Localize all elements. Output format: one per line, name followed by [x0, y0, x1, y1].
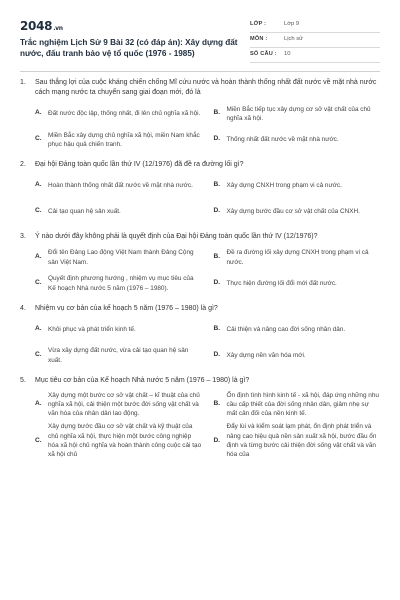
question-text: Mục tiêu cơ bản của Kế hoạch Nhà nước 5 năm (1976 – 1980) là gì? [35, 376, 250, 384]
answer-option-d[interactable] [214, 129, 381, 151]
meta-row-subject [250, 33, 380, 48]
option-text: Khôi phục và phát triển kinh tế. [48, 326, 136, 334]
option-text: Xây dựng bước đầu cơ sở vật chất và kỹ thuật của chủ nghĩa xã hội, thực hiện một bước công nghiệp hóa xã hội chủ nghĩa và hoàn thành công cuộc cải tạo xã hội chủ [48, 423, 202, 459]
answer-options [20, 247, 380, 295]
option-letter: B. [213, 181, 221, 189]
answer-option-d[interactable] [214, 422, 381, 459]
option-text: Xây dựng nền văn hóa mới. [226, 352, 306, 360]
answer-option-a[interactable] [35, 175, 202, 197]
question-stem [20, 376, 380, 386]
answer-options [20, 319, 380, 367]
question-text: Nhiệm vụ cơ bản của kế hoạch 5 năm (1976 – 1980) là gì? [35, 304, 218, 312]
option-text: Miền Bắc xây dựng chủ nghĩa xã hội, miền Nam khắc phục hậu quả chiến tranh. [48, 131, 200, 148]
meta-label: MÔN : [250, 36, 268, 43]
option-letter: A. [35, 400, 42, 408]
option-letter: A. [35, 325, 42, 333]
option-letter: D. [213, 135, 221, 143]
meta-row-count [250, 48, 380, 63]
option-letter: D. [213, 207, 221, 215]
question-text: Sau thắng lợi của cuộc kháng chiến chống Mĩ cứu nước và hoàn thành thống nhất đất nước về mặt nhà nước cách mạng nước ta chuyển sang giai đoạn mới, đó là [35, 79, 377, 96]
answer-option-b[interactable] [214, 319, 381, 341]
question-number: 5. [20, 376, 26, 384]
option-text: Cải tạo quan hệ sản xuất. [48, 208, 121, 216]
answer-option-c[interactable] [35, 201, 202, 223]
question-text: Ý nào dưới đây không phải là quyết định của Đại hội Đảng toàn quốc lần thứ IV (12/1976)? [35, 232, 318, 240]
answer-option-a[interactable] [35, 103, 202, 125]
option-text: Đất nước độc lập, thống nhất, đi lên chủ nghĩa xã hội. [48, 110, 201, 118]
option-text: Thống nhất đất nước về mặt nhà nước. [226, 136, 339, 144]
page-title: Trắc nghiệm Lịch Sử 9 Bài 32 (có đáp án): Xây dựng đất nước, đấu tranh bảo vệ tổ quốc (1976 - 1985) [20, 38, 238, 58]
logo-suffix: .vn [53, 25, 63, 32]
question-number: 1. [20, 79, 26, 86]
option-text: Xây dựng bước đầu cơ sở vật chất của CNXH. [226, 208, 360, 216]
logo-main: 2048 [20, 19, 53, 33]
question-1 [20, 78, 380, 151]
option-letter: C. [35, 207, 42, 215]
answer-option-c[interactable] [35, 422, 202, 459]
option-letter: C. [35, 351, 42, 359]
option-text: Hoàn thành thống nhất đất nước về mặt nhà nước. [48, 182, 193, 190]
option-text: Đề ra đường lối xây dựng CNXH trong phạm vi cả nước. [226, 249, 369, 266]
question-number: 4. [20, 304, 26, 312]
option-letter: D. [213, 436, 221, 444]
meta-table [250, 18, 380, 63]
option-text: Miền Bắc tiếp tục xây dựng cơ sở vật chất của chủ nghĩa xã hội. [226, 105, 371, 122]
question-text: Đại hội Đảng toàn quốc lần thứ IV (12/1976) đã đề ra đường lối gì? [35, 160, 244, 168]
meta-label: LỚP : [250, 21, 267, 28]
question-stem [20, 232, 380, 242]
answer-option-d[interactable] [214, 345, 381, 367]
option-letter: D. [213, 279, 221, 287]
question-3 [20, 232, 380, 295]
option-letter: D. [213, 351, 221, 359]
option-letter: B. [213, 253, 221, 261]
option-letter: B. [213, 400, 221, 408]
header-left [20, 18, 240, 60]
option-text: Xây dựng CNXH trong phạm vi cả nước. [226, 182, 342, 190]
answer-option-b[interactable] [214, 247, 381, 269]
option-text: Đổi tên Đảng Lao động Việt Nam thành Đảng Cộng sản Việt Nam. [48, 249, 194, 266]
meta-row-class [250, 18, 380, 33]
option-letter: A. [35, 181, 42, 189]
worksheet-header [20, 18, 380, 63]
question-number: 3. [20, 232, 26, 240]
answer-option-b[interactable] [214, 175, 381, 197]
option-text: Quyết định phương hướng , nhiệm vụ mục tiêu của Kế hoạch Nhà nước 5 năm (1976 – 1980). [48, 275, 194, 292]
answer-option-d[interactable] [214, 201, 381, 223]
option-text: Vừa xây dựng đất nước, vừa cải tạo quan hệ sản xuất. [48, 347, 189, 364]
answer-option-c[interactable] [35, 345, 202, 367]
answer-option-c[interactable] [35, 129, 202, 151]
question-list [20, 78, 380, 460]
option-letter: A. [35, 253, 42, 261]
answer-options [20, 103, 380, 151]
question-stem [20, 304, 380, 314]
option-text: Ổn định tình hình kinh tế - xã hội, đáp ứng những nhu cầu cấp thiết của đời sống nhân dân, giảm nhẹ sự mất cân đối của nền kinh tế. [226, 391, 379, 418]
answer-options [20, 391, 380, 460]
question-4 [20, 304, 380, 367]
question-stem [20, 78, 380, 98]
meta-label: SỐ CÂU : [250, 51, 277, 58]
answer-option-b[interactable] [214, 391, 381, 419]
option-letter: A. [35, 109, 42, 117]
option-letter: C. [35, 135, 42, 143]
question-number: 2. [20, 160, 26, 168]
header-divider [20, 71, 380, 72]
option-text: Đẩy lùi và kiểm soát lạm phát, ổn định phát triển và nâng cao hiệu quả nền sản xuất xã hội, bước đầu ổn định và từng bước cải thiện đời sống vật chất và văn hóa của [226, 423, 377, 459]
option-letter: C. [35, 436, 42, 444]
answer-options [20, 175, 380, 223]
question-2 [20, 160, 380, 223]
meta-value: 10 [284, 51, 291, 58]
meta-value: Lịch sử [284, 36, 304, 43]
option-letter: B. [213, 109, 221, 117]
meta-value: Lớp 9 [284, 21, 300, 28]
answer-option-b[interactable] [214, 103, 381, 125]
option-letter: C. [35, 279, 42, 287]
option-text: Xây dựng một bước cơ sở vật chất – kĩ thuật của chủ nghĩa xã hội, cải thiện một bước đời sống vật chất và văn hóa của nhân dân lao động. [48, 391, 200, 418]
answer-option-c[interactable] [35, 273, 202, 295]
answer-option-a[interactable] [35, 391, 202, 419]
option-letter: B. [213, 325, 221, 333]
option-text: Thực hiện đường lối đổi mới đất nước. [226, 280, 337, 288]
answer-option-d[interactable] [214, 273, 381, 295]
question-5 [20, 376, 380, 460]
answer-option-a[interactable] [35, 247, 202, 269]
option-text: Cải thiện và nâng cao đời sống nhân dân. [226, 326, 346, 334]
question-stem [20, 160, 380, 170]
answer-option-a[interactable] [35, 319, 202, 341]
site-logo[interactable] [20, 18, 240, 34]
